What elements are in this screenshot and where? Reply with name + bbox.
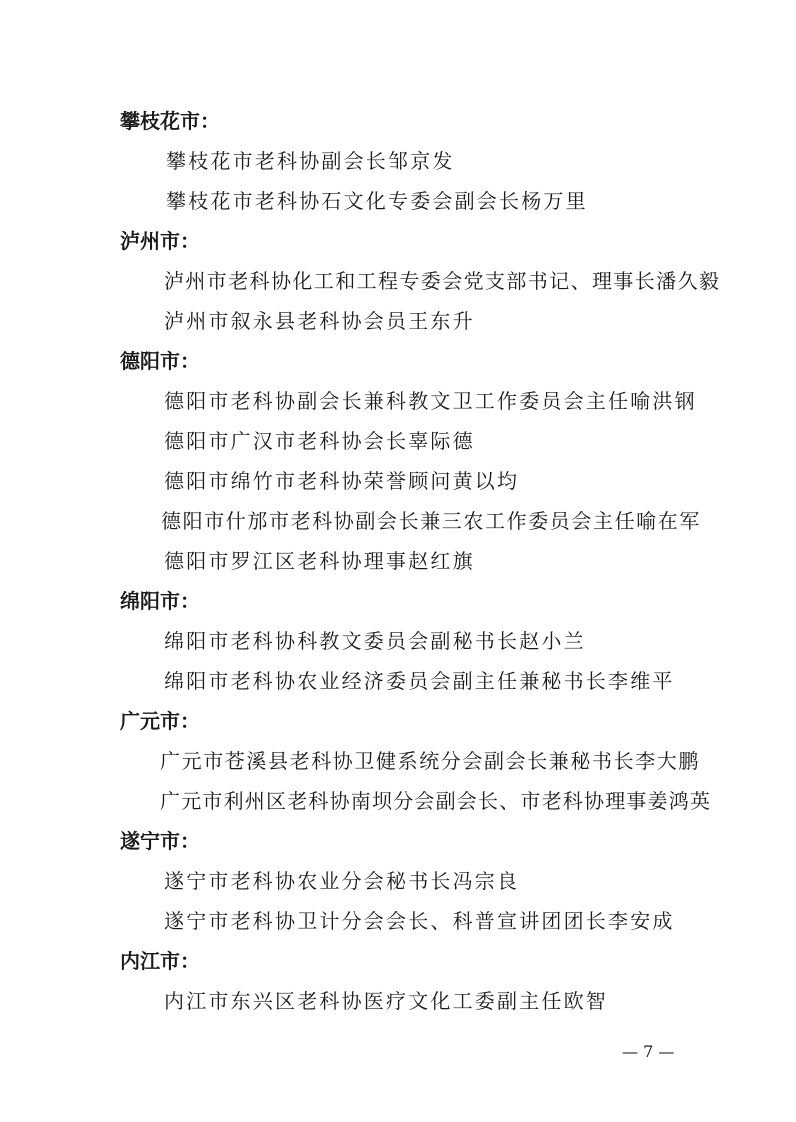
list-item: 德阳市罗江区老科协理事赵红旗: [164, 549, 475, 573]
list-item: 广元市苍溪县老科协卫健系统分会副会长兼秘书长李大鹏: [160, 749, 700, 773]
list-item: 绵阳市老科协科教文委员会副秘书长赵小兰: [164, 629, 586, 653]
list-item: 德阳市老科协副会长兼科教文卫工作委员会主任喻洪钢: [164, 389, 697, 413]
list-item: 德阳市广汉市老科协会长辜际德: [164, 429, 475, 453]
list-item: 遂宁市老科协农业分会秘书长冯宗良: [164, 869, 520, 893]
list-item: 泸州市叙永县老科协会员王东升: [164, 309, 475, 333]
list-item: 内江市东兴区老科协医疗文化工委副主任欧智: [164, 989, 608, 1013]
list-item: 攀枝花市老科协副会长邹京发: [166, 149, 455, 173]
section-heading-panzhihua: 攀枝花市：: [120, 109, 220, 133]
list-item: 德阳市绵竹市老科协荣誉顾问黄以均: [164, 469, 520, 493]
list-item: 德阳市什邡市老科协副会长兼三农工作委员会主任喻在军: [161, 509, 701, 533]
list-item: 泸州市老科协化工和工程专委会党支部书记、理事长潘久毅: [164, 269, 721, 293]
section-heading-suining: 遂宁市：: [120, 829, 200, 853]
list-item: 攀枝花市老科协石文化专委会副会长杨万里: [166, 189, 588, 213]
list-item: 广元市利州区老科协南坝分会副会长、市老科协理事姜鸿英: [160, 789, 712, 813]
section-heading-neijiang: 内江市：: [120, 949, 200, 973]
section-heading-mianyang: 绵阳市：: [120, 589, 200, 613]
section-heading-guangyuan: 广元市：: [120, 709, 200, 733]
list-item: 绵阳市老科协农业经济委员会副主任兼秘书长李维平: [164, 669, 675, 693]
section-heading-deyang: 德阳市：: [120, 349, 200, 373]
section-heading-luzhou: 泸州市：: [120, 229, 200, 253]
list-item: 遂宁市老科协卫计分会会长、科普宣讲团团长李安成: [164, 909, 675, 933]
page-number: — 7 —: [622, 1042, 675, 1061]
